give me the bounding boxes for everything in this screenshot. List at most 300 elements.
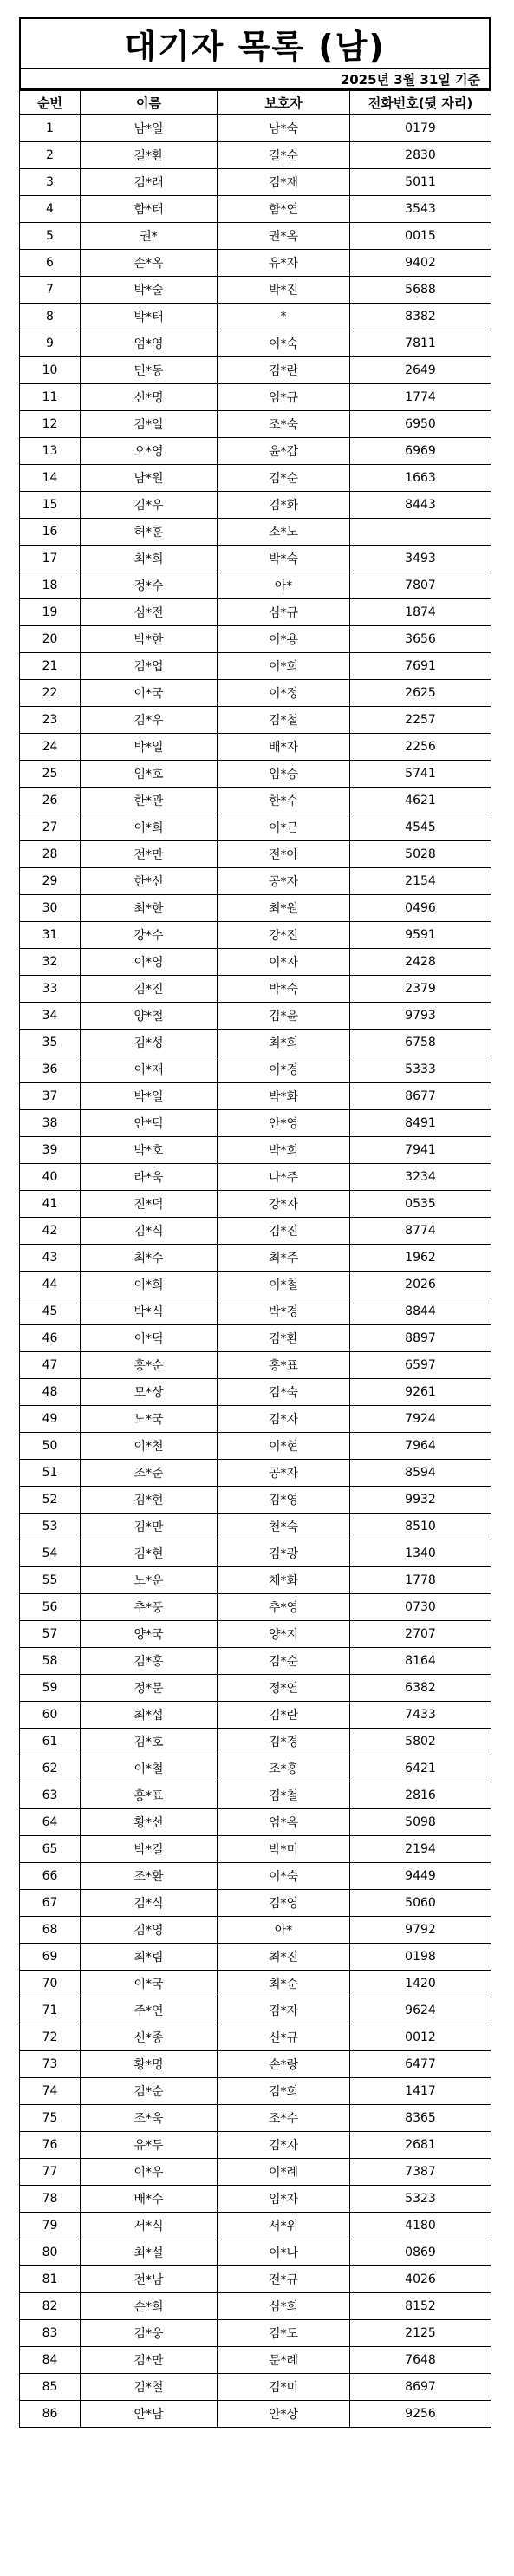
table-row bbox=[20, 2401, 491, 2428]
name-cell: 라*욱 bbox=[81, 1164, 218, 1191]
phone-cell bbox=[350, 519, 491, 546]
phone-cell: 5098 bbox=[350, 1809, 491, 1836]
phone-cell: 0015 bbox=[350, 223, 491, 250]
phone-cell: 7433 bbox=[350, 1702, 491, 1729]
guardian-cell: 채*화 bbox=[218, 1567, 350, 1594]
table-row bbox=[20, 949, 491, 976]
name-cell: 이*우 bbox=[81, 2159, 218, 2186]
guardian-cell: 조*홍 bbox=[218, 1755, 350, 1782]
name-cell: 강*수 bbox=[81, 922, 218, 949]
phone-cell: 1778 bbox=[350, 1567, 491, 1594]
phone-cell: 8774 bbox=[350, 1218, 491, 1245]
row-number-cell: 59 bbox=[20, 1675, 81, 1702]
phone-cell: 3234 bbox=[350, 1164, 491, 1191]
phone-cell: 5741 bbox=[350, 761, 491, 788]
phone-cell: 0869 bbox=[350, 2239, 491, 2266]
table-row bbox=[20, 1272, 491, 1298]
name-cell: 남*일 bbox=[81, 115, 218, 142]
table-row bbox=[20, 1863, 491, 1890]
row-number-cell: 42 bbox=[20, 1218, 81, 1245]
table-row bbox=[20, 1379, 491, 1406]
row-number-cell: 19 bbox=[20, 599, 81, 626]
table-row bbox=[20, 1971, 491, 1997]
table-row bbox=[20, 330, 491, 357]
phone-cell: 3543 bbox=[350, 196, 491, 223]
table-row bbox=[20, 680, 491, 707]
phone-cell: 5011 bbox=[350, 169, 491, 196]
table-row bbox=[20, 572, 491, 599]
row-number-cell: 43 bbox=[20, 1245, 81, 1272]
row-number-cell: 33 bbox=[20, 976, 81, 1003]
waiting-list-sheet bbox=[19, 17, 491, 2428]
phone-cell: 7387 bbox=[350, 2159, 491, 2186]
name-cell: 한*선 bbox=[81, 868, 218, 895]
row-number-cell: 67 bbox=[20, 1890, 81, 1917]
guardian-cell: 천*숙 bbox=[218, 1514, 350, 1540]
guardian-cell: 박*숙 bbox=[218, 546, 350, 572]
table-row bbox=[20, 2320, 491, 2347]
row-number-cell: 77 bbox=[20, 2159, 81, 2186]
table-row bbox=[20, 761, 491, 788]
phone-cell: 3493 bbox=[350, 546, 491, 572]
row-number-cell: 29 bbox=[20, 868, 81, 895]
row-number-cell: 27 bbox=[20, 814, 81, 841]
table-row bbox=[20, 277, 491, 304]
row-number-cell: 82 bbox=[20, 2293, 81, 2320]
name-cell: 최*설 bbox=[81, 2239, 218, 2266]
guardian-cell: 최*희 bbox=[218, 1030, 350, 1056]
phone-cell: 7807 bbox=[350, 572, 491, 599]
phone-cell: 9591 bbox=[350, 922, 491, 949]
name-cell: 김*만 bbox=[81, 1514, 218, 1540]
guardian-cell: * bbox=[218, 304, 350, 330]
name-cell: 김*순 bbox=[81, 2078, 218, 2105]
guardian-cell: 공*자 bbox=[218, 868, 350, 895]
phone-cell: 9792 bbox=[350, 1917, 491, 1944]
phone-cell: 6382 bbox=[350, 1675, 491, 1702]
phone-cell: 9402 bbox=[350, 250, 491, 277]
phone-cell: 8677 bbox=[350, 1083, 491, 1110]
name-cell: 김*업 bbox=[81, 653, 218, 680]
table-row bbox=[20, 788, 491, 814]
table-row bbox=[20, 1003, 491, 1030]
guardian-cell: 김*도 bbox=[218, 2320, 350, 2347]
name-cell: 신*명 bbox=[81, 384, 218, 411]
row-number-cell: 23 bbox=[20, 707, 81, 734]
guardian-cell: 이*경 bbox=[218, 1056, 350, 1083]
phone-cell: 1420 bbox=[350, 1971, 491, 1997]
row-number-cell: 62 bbox=[20, 1755, 81, 1782]
guardian-cell: 소*노 bbox=[218, 519, 350, 546]
row-number-cell: 5 bbox=[20, 223, 81, 250]
guardian-cell: 김*화 bbox=[218, 492, 350, 519]
row-number-cell: 32 bbox=[20, 949, 81, 976]
name-cell: 홍*표 bbox=[81, 1782, 218, 1809]
row-number-cell: 14 bbox=[20, 465, 81, 492]
table-row bbox=[20, 438, 491, 465]
row-number-cell: 13 bbox=[20, 438, 81, 465]
page-title: 대기자 목록 (남) bbox=[19, 17, 491, 69]
phone-cell: 7964 bbox=[350, 1433, 491, 1460]
row-number-cell: 50 bbox=[20, 1433, 81, 1460]
name-cell: 김*현 bbox=[81, 1487, 218, 1514]
table-row bbox=[20, 1836, 491, 1863]
row-number-cell: 52 bbox=[20, 1487, 81, 1514]
guardian-cell: 김*윤 bbox=[218, 1003, 350, 1030]
table-row bbox=[20, 1755, 491, 1782]
row-number-cell: 53 bbox=[20, 1514, 81, 1540]
table-row bbox=[20, 707, 491, 734]
guardian-cell: 이*현 bbox=[218, 1433, 350, 1460]
guardian-cell: 김*란 bbox=[218, 357, 350, 384]
name-cell: 신*종 bbox=[81, 2024, 218, 2051]
table-row bbox=[20, 492, 491, 519]
phone-cell: 7924 bbox=[350, 1406, 491, 1433]
phone-cell: 8365 bbox=[350, 2105, 491, 2132]
guardian-cell: 김*숙 bbox=[218, 1379, 350, 1406]
name-cell: 안*남 bbox=[81, 2401, 218, 2428]
row-number-cell: 36 bbox=[20, 1056, 81, 1083]
guardian-cell: 최*순 bbox=[218, 1971, 350, 1997]
phone-cell: 2194 bbox=[350, 1836, 491, 1863]
row-number-cell: 55 bbox=[20, 1567, 81, 1594]
name-cell: 양*철 bbox=[81, 1003, 218, 1030]
name-cell: 오*영 bbox=[81, 438, 218, 465]
guardian-cell: 김*자 bbox=[218, 1406, 350, 1433]
row-number-cell: 35 bbox=[20, 1030, 81, 1056]
guardian-cell: 김*철 bbox=[218, 707, 350, 734]
phone-cell: 8844 bbox=[350, 1298, 491, 1325]
name-cell: 손*옥 bbox=[81, 250, 218, 277]
guardian-cell: 김*순 bbox=[218, 1648, 350, 1675]
row-number-cell: 84 bbox=[20, 2347, 81, 2374]
guardian-cell: 김*영 bbox=[218, 1890, 350, 1917]
table-row bbox=[20, 1809, 491, 1836]
name-cell: 황*명 bbox=[81, 2051, 218, 2078]
table-row bbox=[20, 2159, 491, 2186]
name-cell: 최*림 bbox=[81, 1944, 218, 1971]
row-number-cell: 20 bbox=[20, 626, 81, 653]
guardian-cell: 안*상 bbox=[218, 2401, 350, 2428]
phone-cell: 4621 bbox=[350, 788, 491, 814]
guardian-cell: 조*숙 bbox=[218, 411, 350, 438]
phone-cell: 0535 bbox=[350, 1191, 491, 1218]
row-number-cell: 69 bbox=[20, 1944, 81, 1971]
name-cell: 김*우 bbox=[81, 492, 218, 519]
guardian-cell: 김*순 bbox=[218, 465, 350, 492]
row-number-cell: 11 bbox=[20, 384, 81, 411]
name-cell: 정*수 bbox=[81, 572, 218, 599]
phone-cell: 1340 bbox=[350, 1540, 491, 1567]
guardian-cell: 이*근 bbox=[218, 814, 350, 841]
name-cell: 박*길 bbox=[81, 1836, 218, 1863]
guardian-cell: 김*광 bbox=[218, 1540, 350, 1567]
phone-cell: 0496 bbox=[350, 895, 491, 922]
name-cell: 남*원 bbox=[81, 465, 218, 492]
phone-cell: 6421 bbox=[350, 1755, 491, 1782]
name-cell: 이*희 bbox=[81, 814, 218, 841]
guardian-cell: 강*진 bbox=[218, 922, 350, 949]
name-cell: 전*남 bbox=[81, 2266, 218, 2293]
phone-cell: 1417 bbox=[350, 2078, 491, 2105]
guardian-cell: 아* bbox=[218, 572, 350, 599]
row-number-cell: 66 bbox=[20, 1863, 81, 1890]
row-number-cell: 2 bbox=[20, 142, 81, 169]
table-row bbox=[20, 1460, 491, 1487]
guardian-cell: 김*진 bbox=[218, 1218, 350, 1245]
table-row bbox=[20, 1729, 491, 1755]
table-row bbox=[20, 1083, 491, 1110]
guardian-cell: 이*숙 bbox=[218, 1863, 350, 1890]
table-row bbox=[20, 142, 491, 169]
row-number-cell: 63 bbox=[20, 1782, 81, 1809]
phone-cell: 8510 bbox=[350, 1514, 491, 1540]
table-row bbox=[20, 357, 491, 384]
row-number-cell: 1 bbox=[20, 115, 81, 142]
name-cell: 김*웅 bbox=[81, 2320, 218, 2347]
row-number-cell: 78 bbox=[20, 2186, 81, 2213]
guardian-cell: 전*규 bbox=[218, 2266, 350, 2293]
guardian-cell: 이*철 bbox=[218, 1272, 350, 1298]
table-row bbox=[20, 1514, 491, 1540]
name-cell: 정*문 bbox=[81, 1675, 218, 1702]
table-row bbox=[20, 1030, 491, 1056]
phone-cell: 7941 bbox=[350, 1137, 491, 1164]
phone-cell: 5802 bbox=[350, 1729, 491, 1755]
phone-cell: 5333 bbox=[350, 1056, 491, 1083]
table-row bbox=[20, 734, 491, 761]
table-row bbox=[20, 1056, 491, 1083]
name-cell: 김*만 bbox=[81, 2347, 218, 2374]
table-row bbox=[20, 196, 491, 223]
name-cell: 권* bbox=[81, 223, 218, 250]
row-number-cell: 41 bbox=[20, 1191, 81, 1218]
table-row bbox=[20, 304, 491, 330]
table-row bbox=[20, 2186, 491, 2213]
row-number-cell: 56 bbox=[20, 1594, 81, 1621]
phone-cell: 8697 bbox=[350, 2374, 491, 2401]
phone-cell: 2257 bbox=[350, 707, 491, 734]
table-row bbox=[20, 411, 491, 438]
row-number-cell: 17 bbox=[20, 546, 81, 572]
table-row bbox=[20, 1245, 491, 1272]
waiting-list-table bbox=[19, 90, 491, 2428]
row-number-cell: 8 bbox=[20, 304, 81, 330]
guardian-cell: 김*자 bbox=[218, 2132, 350, 2159]
name-cell: 모*상 bbox=[81, 1379, 218, 1406]
row-number-cell: 24 bbox=[20, 734, 81, 761]
guardian-cell: 홍*표 bbox=[218, 1352, 350, 1379]
table-row bbox=[20, 1406, 491, 1433]
phone-cell: 2125 bbox=[350, 2320, 491, 2347]
table-row bbox=[20, 1110, 491, 1137]
table-header-row bbox=[20, 91, 491, 115]
table-row bbox=[20, 519, 491, 546]
name-cell: 배*수 bbox=[81, 2186, 218, 2213]
guardian-cell: 최*주 bbox=[218, 1245, 350, 1272]
guardian-cell: 김*란 bbox=[218, 1702, 350, 1729]
row-number-cell: 83 bbox=[20, 2320, 81, 2347]
guardian-cell: 유*자 bbox=[218, 250, 350, 277]
phone-cell: 5688 bbox=[350, 277, 491, 304]
phone-cell: 6597 bbox=[350, 1352, 491, 1379]
row-number-cell: 21 bbox=[20, 653, 81, 680]
name-cell: 이*희 bbox=[81, 1272, 218, 1298]
table-row bbox=[20, 626, 491, 653]
guardian-cell: 박*진 bbox=[218, 277, 350, 304]
phone-cell: 8443 bbox=[350, 492, 491, 519]
guardian-cell: 박*화 bbox=[218, 1083, 350, 1110]
name-cell: 최*수 bbox=[81, 1245, 218, 1272]
guardian-cell: 신*규 bbox=[218, 2024, 350, 2051]
name-cell: 양*국 bbox=[81, 1621, 218, 1648]
guardian-cell: 정*연 bbox=[218, 1675, 350, 1702]
table-row bbox=[20, 2051, 491, 2078]
row-number-cell: 12 bbox=[20, 411, 81, 438]
table-row bbox=[20, 1782, 491, 1809]
table-row bbox=[20, 1594, 491, 1621]
phone-cell: 5060 bbox=[350, 1890, 491, 1917]
name-cell: 함*태 bbox=[81, 196, 218, 223]
name-cell: 심*전 bbox=[81, 599, 218, 626]
table-row bbox=[20, 814, 491, 841]
guardian-cell: 남*숙 bbox=[218, 115, 350, 142]
phone-cell: 1962 bbox=[350, 1245, 491, 1272]
name-cell: 이*천 bbox=[81, 1433, 218, 1460]
name-cell: 이*영 bbox=[81, 949, 218, 976]
name-cell: 이*국 bbox=[81, 1971, 218, 1997]
phone-cell: 0198 bbox=[350, 1944, 491, 1971]
table-row bbox=[20, 1648, 491, 1675]
name-cell: 조*욱 bbox=[81, 2105, 218, 2132]
row-number-cell: 51 bbox=[20, 1460, 81, 1487]
phone-cell: 9256 bbox=[350, 2401, 491, 2428]
row-number-cell: 71 bbox=[20, 1997, 81, 2024]
phone-cell: 2379 bbox=[350, 976, 491, 1003]
table-row bbox=[20, 976, 491, 1003]
table-row bbox=[20, 841, 491, 868]
name-cell: 김*영 bbox=[81, 1917, 218, 1944]
name-cell: 안*덕 bbox=[81, 1110, 218, 1137]
table-row bbox=[20, 1191, 491, 1218]
phone-cell: 7648 bbox=[350, 2347, 491, 2374]
guardian-cell: 박*숙 bbox=[218, 976, 350, 1003]
row-number-cell: 34 bbox=[20, 1003, 81, 1030]
name-cell: 서*식 bbox=[81, 2213, 218, 2239]
row-number-cell: 26 bbox=[20, 788, 81, 814]
phone-cell: 4545 bbox=[350, 814, 491, 841]
phone-cell: 8152 bbox=[350, 2293, 491, 2320]
table-row bbox=[20, 1621, 491, 1648]
guardian-cell: 김*환 bbox=[218, 1325, 350, 1352]
phone-cell: 2649 bbox=[350, 357, 491, 384]
row-number-cell: 68 bbox=[20, 1917, 81, 1944]
phone-cell: 8897 bbox=[350, 1325, 491, 1352]
name-cell: 주*연 bbox=[81, 1997, 218, 2024]
phone-cell: 8382 bbox=[350, 304, 491, 330]
guardian-cell: 엄*옥 bbox=[218, 1809, 350, 1836]
table-row bbox=[20, 2078, 491, 2105]
phone-cell: 2816 bbox=[350, 1782, 491, 1809]
guardian-cell: 김*철 bbox=[218, 1782, 350, 1809]
row-number-cell: 4 bbox=[20, 196, 81, 223]
table-row bbox=[20, 250, 491, 277]
guardian-cell: 길*순 bbox=[218, 142, 350, 169]
phone-cell: 2154 bbox=[350, 868, 491, 895]
row-number-cell: 48 bbox=[20, 1379, 81, 1406]
name-cell: 조*준 bbox=[81, 1460, 218, 1487]
guardian-cell: 나*주 bbox=[218, 1164, 350, 1191]
table-row bbox=[20, 1675, 491, 1702]
table-row bbox=[20, 2024, 491, 2051]
table-row bbox=[20, 2105, 491, 2132]
table-row bbox=[20, 1540, 491, 1567]
phone-cell: 6477 bbox=[350, 2051, 491, 2078]
table-row bbox=[20, 1702, 491, 1729]
name-cell: 홍*순 bbox=[81, 1352, 218, 1379]
phone-cell: 2625 bbox=[350, 680, 491, 707]
row-number-cell: 46 bbox=[20, 1325, 81, 1352]
name-cell: 박*한 bbox=[81, 626, 218, 653]
row-number-cell: 61 bbox=[20, 1729, 81, 1755]
name-cell: 추*풍 bbox=[81, 1594, 218, 1621]
phone-cell: 9624 bbox=[350, 1997, 491, 2024]
phone-cell: 7691 bbox=[350, 653, 491, 680]
phone-cell: 1874 bbox=[350, 599, 491, 626]
guardian-cell: 김*재 bbox=[218, 169, 350, 196]
table-row bbox=[20, 2347, 491, 2374]
row-number-cell: 7 bbox=[20, 277, 81, 304]
row-number-cell: 3 bbox=[20, 169, 81, 196]
name-cell: 김*식 bbox=[81, 1890, 218, 1917]
phone-cell: 4180 bbox=[350, 2213, 491, 2239]
guardian-cell: 심*희 bbox=[218, 2293, 350, 2320]
name-cell: 김*현 bbox=[81, 1540, 218, 1567]
guardian-cell: 전*아 bbox=[218, 841, 350, 868]
table-row bbox=[20, 1218, 491, 1245]
name-cell: 유*두 bbox=[81, 2132, 218, 2159]
guardian-cell: 김*자 bbox=[218, 1997, 350, 2024]
name-cell: 김*홍 bbox=[81, 1648, 218, 1675]
phone-cell: 9261 bbox=[350, 1379, 491, 1406]
phone-cell: 2428 bbox=[350, 949, 491, 976]
table-body bbox=[20, 115, 491, 2428]
phone-cell: 6950 bbox=[350, 411, 491, 438]
table-row bbox=[20, 384, 491, 411]
name-cell: 김*진 bbox=[81, 976, 218, 1003]
guardian-cell: 이*례 bbox=[218, 2159, 350, 2186]
row-number-cell: 79 bbox=[20, 2213, 81, 2239]
table-row bbox=[20, 868, 491, 895]
row-number-cell: 40 bbox=[20, 1164, 81, 1191]
table-row bbox=[20, 895, 491, 922]
name-cell: 박*호 bbox=[81, 1137, 218, 1164]
name-cell: 노*운 bbox=[81, 1567, 218, 1594]
name-cell: 김*래 bbox=[81, 169, 218, 196]
name-cell: 진*덕 bbox=[81, 1191, 218, 1218]
table-row bbox=[20, 1890, 491, 1917]
row-number-cell: 65 bbox=[20, 1836, 81, 1863]
reference-date: 2025년 3월 31일 기준 bbox=[19, 69, 491, 90]
guardian-cell: 최*진 bbox=[218, 1944, 350, 1971]
row-number-cell: 25 bbox=[20, 761, 81, 788]
row-number-cell: 10 bbox=[20, 357, 81, 384]
guardian-cell: 임*승 bbox=[218, 761, 350, 788]
name-cell: 박*술 bbox=[81, 277, 218, 304]
name-cell: 민*동 bbox=[81, 357, 218, 384]
row-number-cell: 9 bbox=[20, 330, 81, 357]
name-cell: 엄*영 bbox=[81, 330, 218, 357]
